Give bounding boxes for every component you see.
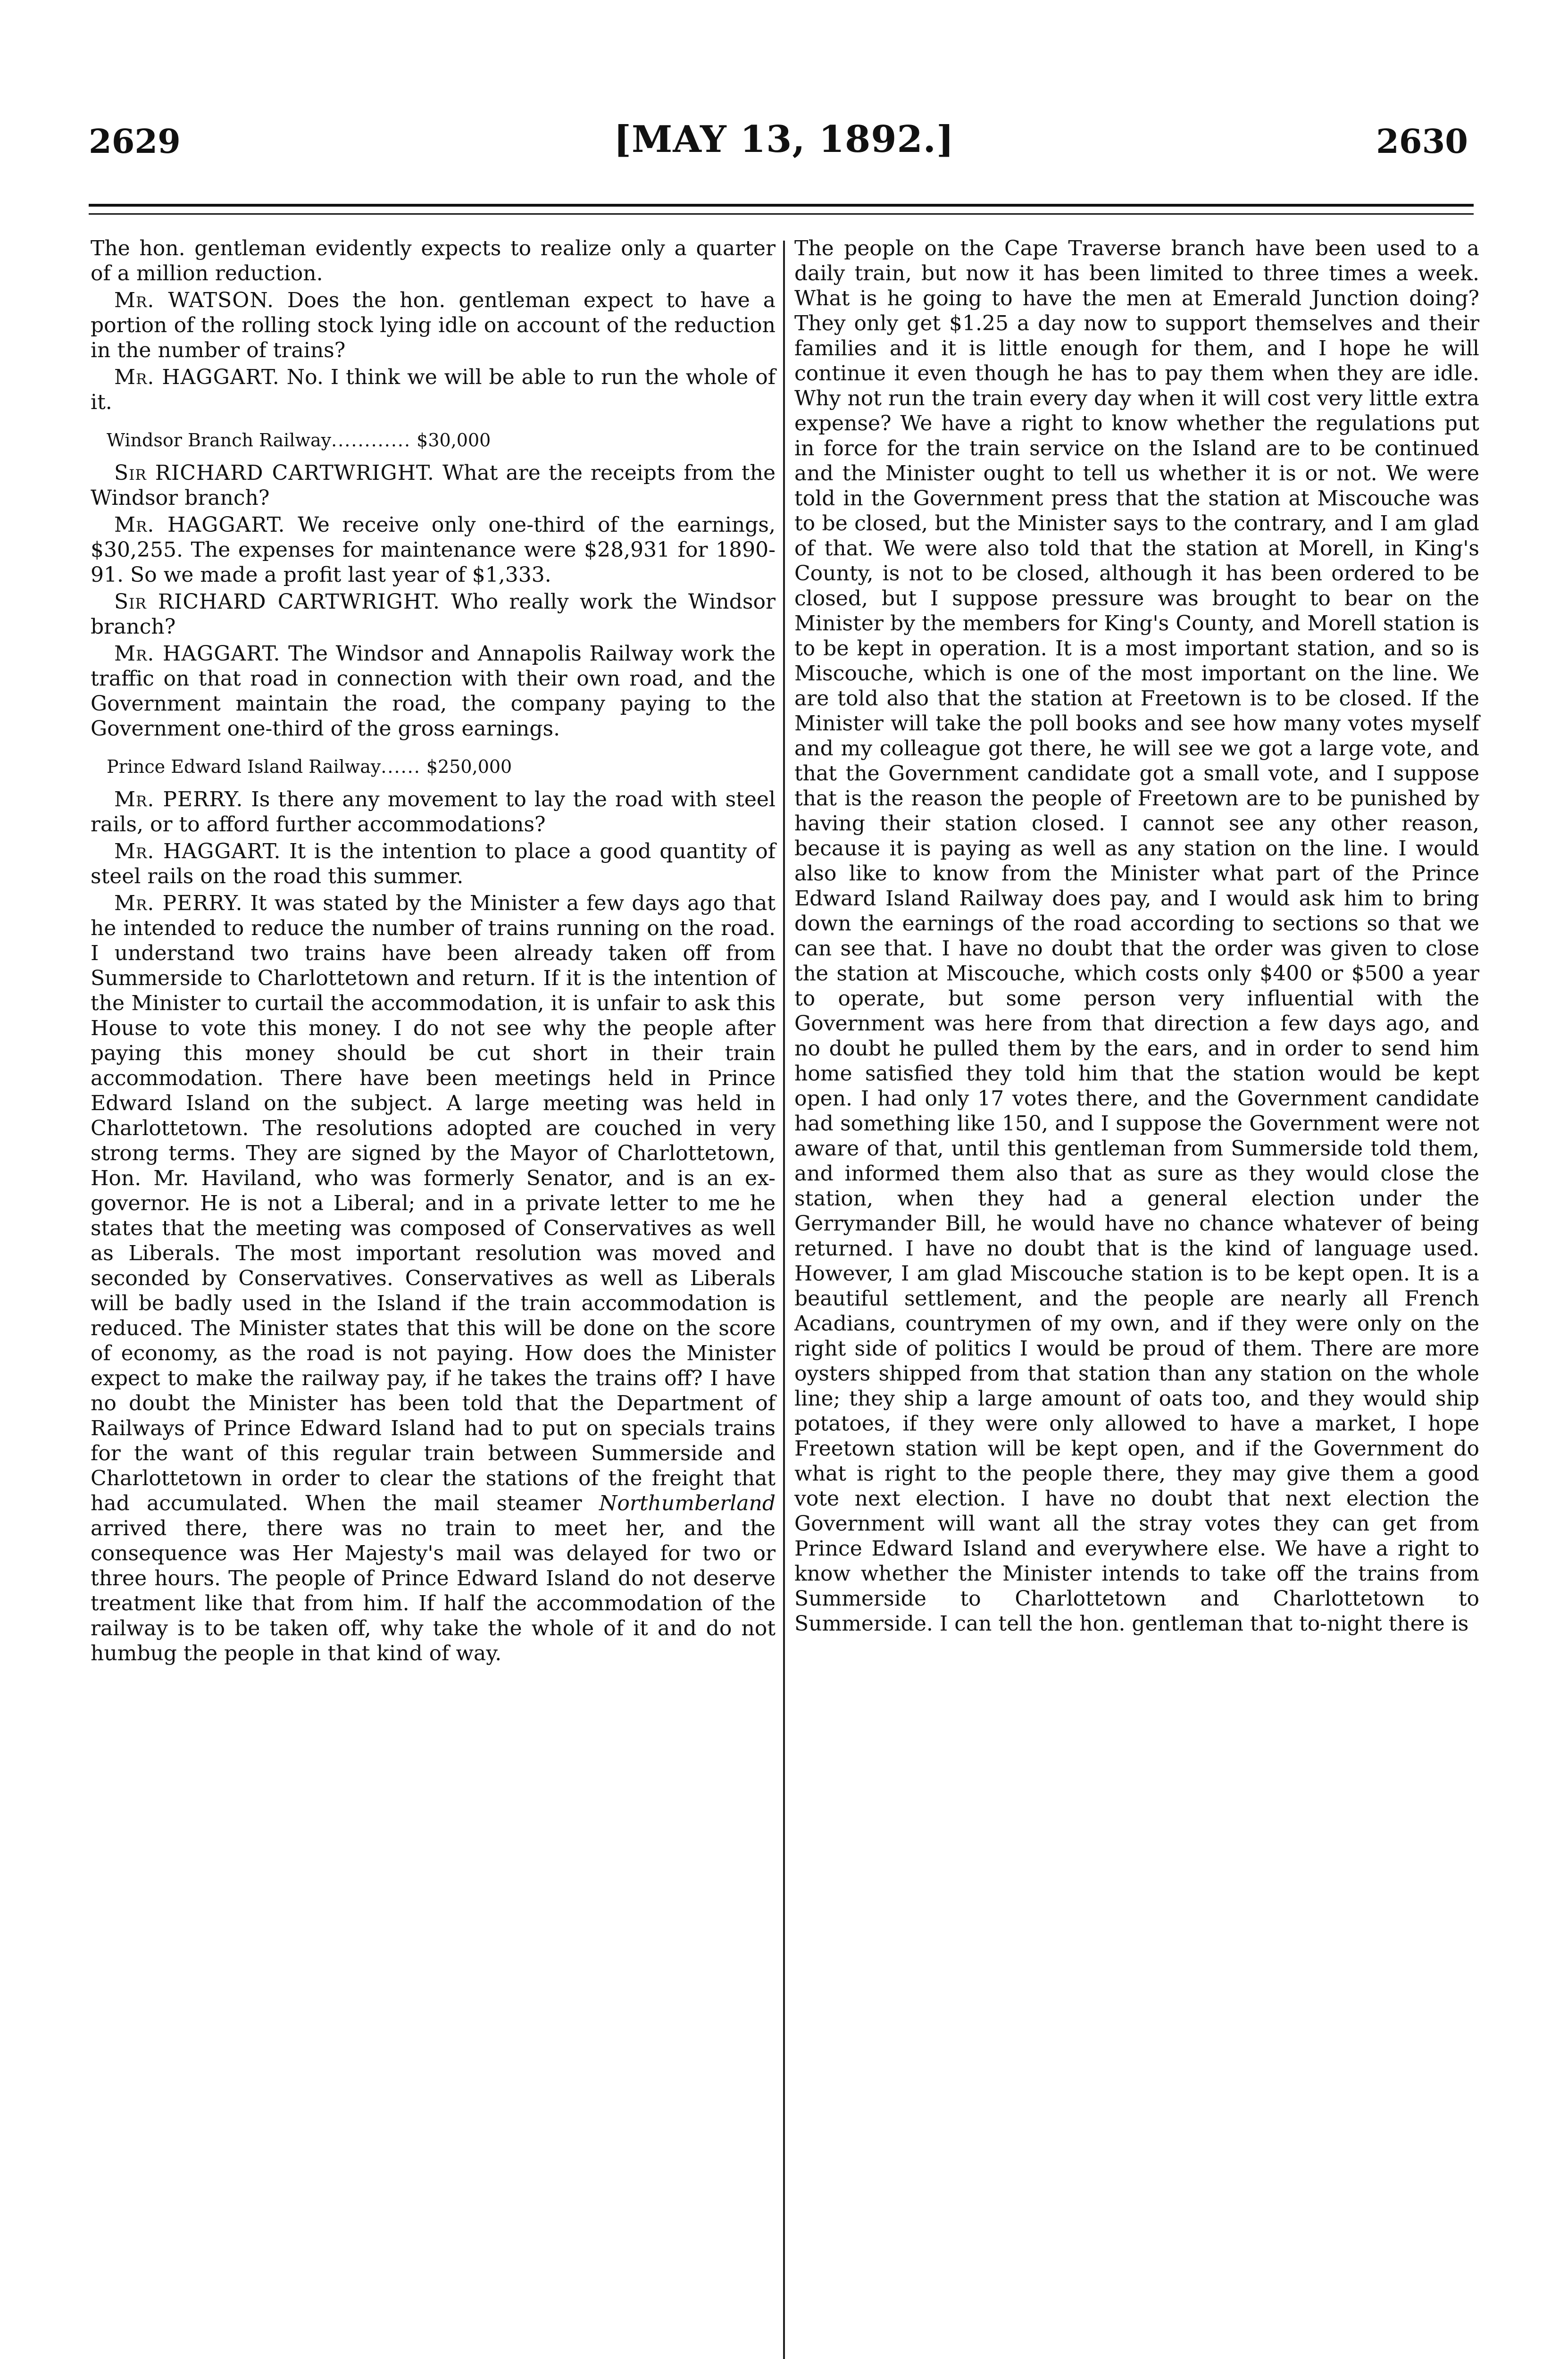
left-page-number: 2629 (89, 122, 181, 161)
paragraph (91, 589, 776, 639)
speech-text: It was stated by the Minister a few days ago that he intended to reduce the number of trains running on the road. I understand two trains have been already taken off from Summerside to Charlottetown and return. If it is the intention of the Minister to curtail the accommodation, it is unfair to ask this House to vote this money. I do not see why the people after paying this money should be cut short in their train accommodation. There have been meetings held in Prince Edward Island on the subject. A large meeting was held in Charlottetown. The resolutions adopted are couched in very strong terms. They are signed by the Mayor of Charlottetown, Hon. Mr. Haviland, who was formerly Senator, and is an ex-governor. He is not a Liberal; and in a private letter to me he states that the meeting was composed of Conservatives as well as Liberals. The most important resolution was moved and seconded by Conservatives. Conservatives as well as Liberals will be badly used in the Island if the train accommodation is reduced. The Minister states that this will be done on the score of economy, as the road is not paying. How does the Minister expect to make the railway pay, if he takes the trains off? I have no doubt the Minister has been told that the Department of Railways of Prince Edward Island had to put on specials trains for the want of this regular train between Summerside and Charlottetown in order to clear the stations of the freight that had accumulated. When the mail steamer (91, 891, 776, 1515)
paragraph (91, 512, 776, 587)
paragraph: The hon. gentleman evidently expects to realize only a quarter of a million reduction. (91, 236, 776, 285)
paragraph (91, 891, 776, 1666)
speaker-name: Sir RICHARD CARTWRIGHT. (114, 590, 440, 614)
paragraph (91, 839, 776, 889)
ship-name: Northumberland (599, 1491, 776, 1515)
item-amount: $250,000 (426, 756, 512, 777)
speech-text: Who really work the Windsor branch? (91, 590, 776, 639)
column-divider (783, 241, 785, 2359)
speech-text: Is there any movement to lay the road with steel rails, or to afford further accommodations? (91, 787, 776, 837)
speech-text: We receive only one-third of the earnings, $30,255. The expenses for maintenance were $28,931 for 1890-91. So we made a profit last year of $1,333. (91, 513, 776, 587)
speech-text: No. I think we will be able to run the whole of it. (91, 365, 776, 414)
speech-text: arrived there, there was no train to meet her, and the consequence was Her Majesty's mail was delayed for two or three hours. The people of Prince Edward Island do not deserve treatment like that from him. If half the accommodation of the railway is to be taken off, why take the whole of it and do not humbug the people in that kind of way. (91, 1516, 776, 1665)
supply-item (91, 754, 776, 779)
paragraph (91, 460, 776, 510)
item-leader-dots: ...... (381, 756, 421, 777)
speech-text: The Windsor and Annapolis Railway work the traffic on that road in connection with their own road, and the Government maintain the road, the company paying to the Government one-third of the gross earnings. (91, 642, 776, 741)
right-column (794, 236, 1479, 1638)
left-column (91, 236, 776, 1668)
speaker-name: Mr. PERRY. (114, 787, 243, 811)
supply-item (91, 428, 776, 453)
speech-text: It is the intention to place a good quantity of steel rails on the road this summer. (91, 839, 776, 888)
header-rule-thick (89, 204, 1474, 207)
paragraph (91, 288, 776, 363)
speaker-name: Mr. PERRY. (114, 891, 243, 915)
header-rule-thin (89, 213, 1474, 215)
paragraph (91, 641, 776, 741)
right-page-number: 2630 (1376, 122, 1468, 161)
speaker-name: Mr. HAGGART. (114, 642, 281, 666)
speech-text: Does the hon. gentleman expect to have a portion of the rolling stock lying idle on account of the reduction in the number of trains? (91, 288, 776, 362)
speaker-name: Mr. WATSON. (114, 288, 274, 312)
speaker-name: Mr. HAGGART. (114, 513, 285, 537)
paragraph (91, 365, 776, 415)
speaker-name: Mr. HAGGART. (114, 365, 280, 389)
speaker-name: Sir RICHARD CARTWRIGHT. (114, 461, 434, 485)
item-label: Windsor Branch Railway (107, 430, 332, 451)
item-label: Prince Edward Island Railway (107, 756, 381, 777)
speaker-name: Mr. HAGGART. (114, 839, 281, 863)
item-leader-dots: ............ (331, 430, 411, 451)
speech-text: What are the receipts from the Windsor branch? (91, 461, 776, 510)
page-header (0, 0, 1568, 198)
item-amount: $30,000 (417, 430, 491, 451)
paragraph (91, 787, 776, 837)
paragraph: The people on the Cape Traverse branch have been used to a daily train, but now it has been limited to three times a week. What is he going to have the men at Emerald Junction doing? They only get $1.25 a day now to support themselves and their families and it is little enough for them, and I hope he will continue it even though he has to pay them when they are idle. Why not run the train every day when it will cost very little extra expense? We have a right to know whether the regulations put in force for the train service on the Island are to be continued and the Minister ought to tell us whether it is or not. We were told in the Government press that the station at Miscouche was to be closed, but the Minister says to the contrary, and I am glad of that. We were also told that the station at Morell, in King's County, is not to be closed, although it has been ordered to be closed, but I suppose pressure was brought to bear on the Minister by the members for King's County, and Morell station is to be kept in operation. It is a most important station, and so is Miscouche, which is one of the most important on the line. We are told also that the station at Freetown is to be closed. If the Minister will take the poll books and see how many votes myself and my colleague got there, he will see we got a large vote, and that the Government candidate got a small vote, and I suppose that is the reason the people of Freetown are to be punished by having their station closed. I cannot see any other reason, because it is paying as well as any station on the line. I would also like to know from the Minister what part of the Prince Edward Island Railway does pay, and I would ask him to bring down the earnings of the road according to sections so that we can see that. I have no doubt that the order was given to close the station at Miscouche, which costs only $400 or $500 a year to operate, but some person very influential with the Government was here from that direction a few days ago, and no doubt he pulled them by the ears, and in order to send him home satisfied they told him that the station would be kept open. I had only 17 votes there, and the Government candidate had something like 150, and I suppose the Government were not aware of that, until this gentleman from Summerside told them, and informed them also that as sure as they would close the station, when they had a general election under the Gerrymander Bill, he would have no chance whatever of being returned. I have no doubt that is the kind of language used. However, I am glad Miscouche station is to be kept open. It is a beautiful settlement, and the people are nearly all French Acadians, countrymen of my own, and if they were only on the right side of politics I would be proud of them. There are more oysters shipped from that station than any station on the whole line; they ship a large amount of oats too, and they would ship potatoes, if they were only allowed to have a market, I hope Freetown station will be kept open, and if the Government do what is right to the people there, they may give them a good vote next election. I have no doubt that next election the Government will want all the stray votes they can get from Prince Edward Island and everywhere else. We have a right to know whether the Minister intends to take off the trains from Summerside to Charlottetown and Charlottetown to Summerside. I can tell the hon. gentleman that to-night there is (794, 236, 1479, 1636)
issue-date: [MAY 13, 1892.] (614, 118, 954, 161)
